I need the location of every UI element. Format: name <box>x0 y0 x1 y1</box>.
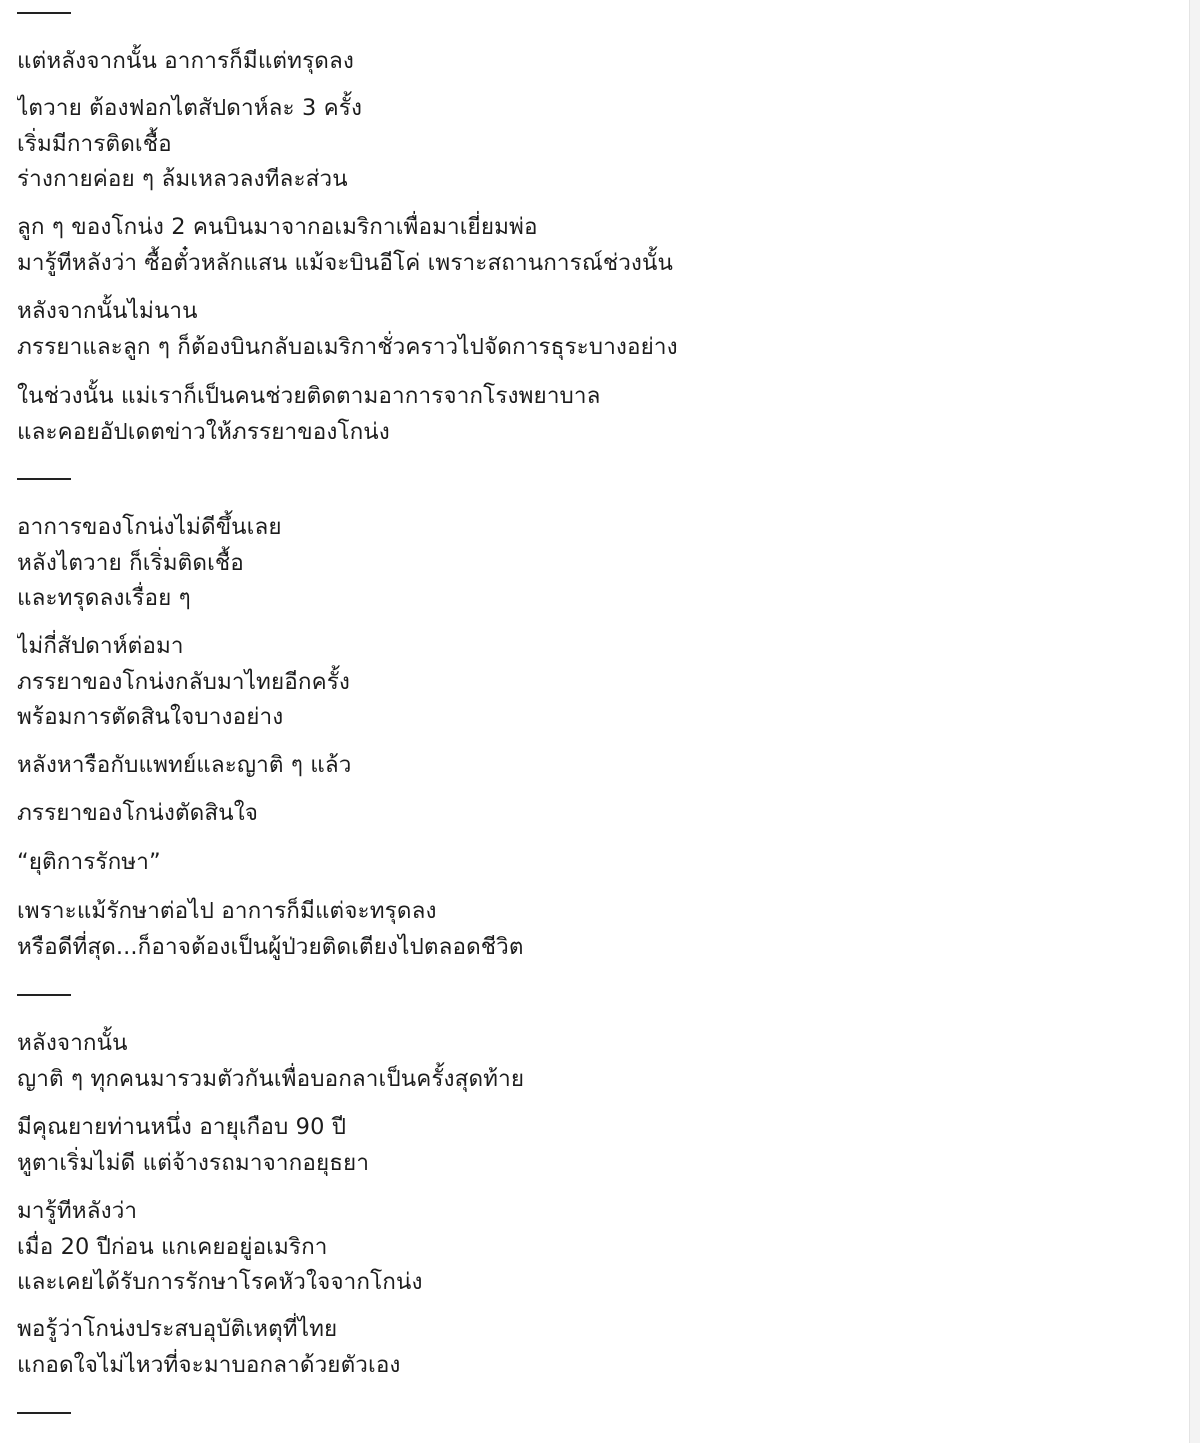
text-line: ภรรยาและลูก ๆ ก็ต้องบินกลับอเมริกาชั่วคราวไปจัดการธุระบางอย่าง <box>17 333 678 360</box>
text-line: ลูก ๆ ของโกน่ง 2 คนบินมาจากอเมริกาเพื่อมาเยี่ยมพ่อ <box>17 214 538 240</box>
section-divider <box>17 478 71 480</box>
text-line: ร่างกายค่อย ๆ ล้มเหลวลงทีละส่วน <box>17 166 348 192</box>
scrollbar[interactable] <box>1189 0 1200 1443</box>
post-content <box>17 0 1177 1443</box>
text-line: ภรรยาของโกน่งกลับมาไทยอีกครั้ง <box>17 668 351 695</box>
text-line: หูตาเริ่มไม่ดี แต่จ้างรถมาจากอยุธยา <box>17 1149 370 1176</box>
paragraph <box>17 1110 369 1181</box>
paragraph <box>17 1312 401 1383</box>
text-line: เมื่อ 20 ปีก่อน แกเคยอยู่อเมริกา <box>17 1233 328 1260</box>
paragraph <box>17 1026 524 1097</box>
paragraph <box>17 894 524 965</box>
text-line: แต่หลังจากนั้น อาการก็มีแต่ทรุดลง <box>17 48 354 74</box>
section-divider <box>17 1412 71 1414</box>
text-line: และทรุดลงเรื่อย ๆ <box>17 585 191 611</box>
text-line: อาการของโกน่งไม่ดีขึ้นเลย <box>17 514 282 540</box>
text-line: ภรรยาของโกน่งตัดสินใจ <box>17 800 259 826</box>
paragraph <box>17 210 673 281</box>
paragraph <box>17 91 362 198</box>
section-divider <box>17 12 71 14</box>
text-line: มารู้ทีหลังว่า <box>17 1198 138 1224</box>
text-line: หลังไตวาย ก็เริ่มติดเชื้อ <box>17 549 244 576</box>
text-line: เพราะแม้รักษาต่อไป อาการก็มีแต่จะทรุดลง <box>17 898 437 924</box>
paragraph <box>17 845 161 881</box>
text-line: พอรู้ว่าโกน่งประสบอุบัติเหตุที่ไทย <box>17 1316 338 1342</box>
text-line: ญาติ ๆ ทุกคนมารวมตัวกันเพื่อบอกลาเป็นครั้งสุดท้าย <box>17 1065 525 1092</box>
section-divider <box>17 994 71 996</box>
paragraph <box>17 748 352 784</box>
paragraph <box>17 294 678 365</box>
text-line: หลังหารือกับแพทย์และญาติ ๆ แล้ว <box>17 752 352 778</box>
paragraph <box>17 44 354 80</box>
text-line: หรือดีที่สุด...ก็อาจต้องเป็นผู้ป่วยติดเตียงไปตลอดชีวิต <box>17 933 524 960</box>
paragraph <box>17 1194 423 1301</box>
text-line: แกอดใจไม่ไหวที่จะมาบอกลาด้วยตัวเอง <box>17 1351 401 1378</box>
text-line: มารู้ทีหลังว่า ซื้อตั๋วหลักแสน แม้จะบินอีโค่ เพราะสถานการณ์ช่วงนั้น <box>17 249 673 276</box>
text-line: หลังจากนั้นไม่นาน <box>17 298 198 324</box>
text-line: พร้อมการตัดสินใจบางอย่าง <box>17 704 284 730</box>
text-line: หลังจากนั้น <box>17 1030 128 1056</box>
text-line: ในช่วงนั้น แม่เราก็เป็นคนช่วยติดตามอาการจากโรงพยาบาล <box>17 383 601 409</box>
paragraph <box>17 379 601 450</box>
text-line: ไม่กี่สัปดาห์ต่อมา <box>17 633 184 659</box>
text-line: ไตวาย ต้องฟอกไตสัปดาห์ละ 3 ครั้ง <box>17 95 363 121</box>
paragraph <box>17 629 350 736</box>
text-line: “ยุติการรักษา” <box>17 849 161 875</box>
paragraph <box>17 510 282 617</box>
paragraph <box>17 796 258 832</box>
text-line: และเคยได้รับการรักษาโรคหัวใจจากโกน่ง <box>17 1269 423 1295</box>
text-line: เริ่มมีการติดเชื้อ <box>17 130 172 157</box>
text-line: และคอยอัปเดตข่าวให้ภรรยาของโกน่ง <box>17 418 390 445</box>
text-line: มีคุณยายท่านหนึ่ง อายุเกือบ 90 ปี <box>17 1114 347 1140</box>
